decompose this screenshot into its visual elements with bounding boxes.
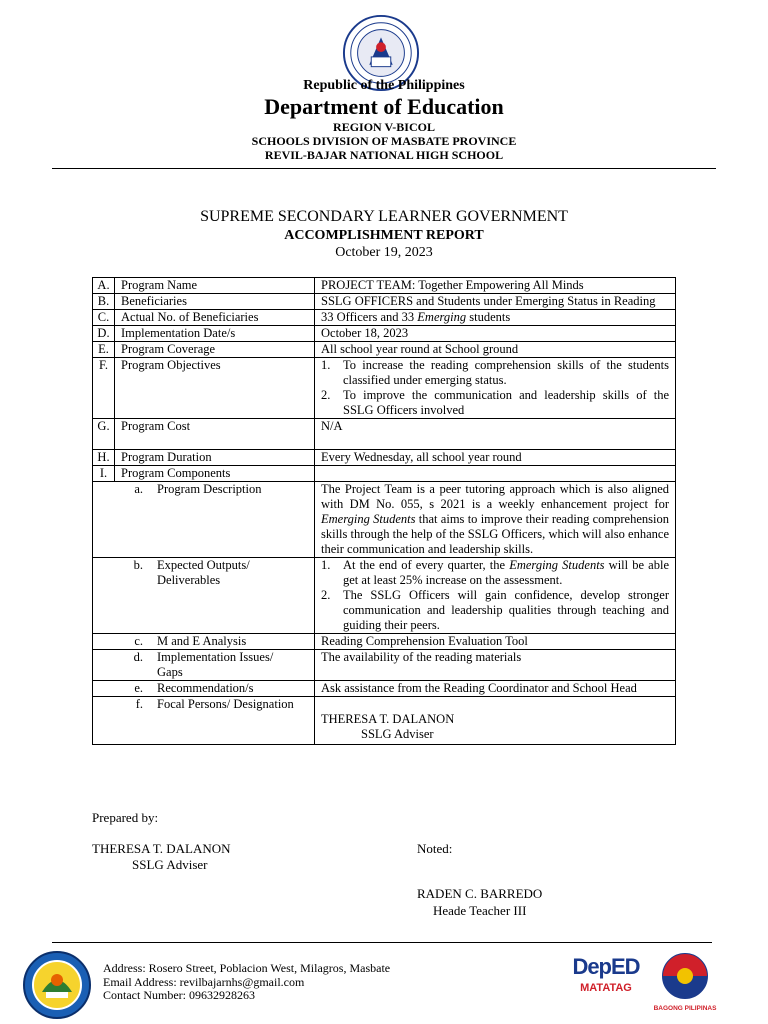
- footer-email: Email Address: revilbajarnhs@gmail.com: [103, 974, 305, 989]
- table-row: G. Program Cost N/A: [93, 419, 676, 450]
- table-row: A. Program Name PROJECT TEAM: Together Empowering All Minds: [93, 278, 676, 294]
- school-logo-icon: [22, 950, 92, 1020]
- table-row: f. Focal Persons/ Designation THERESA T. DALANON SSLG Adviser: [93, 697, 676, 745]
- table-row: e. Recommendation/s Ask assistance from the Reading Coordinator and School Head: [93, 681, 676, 697]
- bagong-pilipinas-text: BAGONG PILIPINAS: [653, 1005, 717, 1012]
- header-divider: [52, 168, 716, 169]
- division-heading: SCHOOLS DIVISION OF MASBATE PROVINCE: [251, 134, 517, 148]
- table-row: d. Implementation Issues/ Gaps The availability of the reading materials: [93, 650, 676, 681]
- footer-phone: Contact Number: 09632928263: [103, 988, 255, 1002]
- report-title: ACCOMPLISHMENT REPORT: [284, 228, 484, 243]
- region-heading: REGION V-BICOL: [333, 120, 435, 134]
- footer-contact: [103, 962, 390, 1003]
- list-item: 2. To improve the communication and leadership skills of the SSLG Officers involved: [321, 388, 669, 417]
- footer-divider: [52, 942, 712, 943]
- list-item: 1. To increase the reading comprehension skills of the students classified under emerging status.: [321, 358, 669, 387]
- bagong-pilipinas-icon: [650, 952, 720, 1000]
- school-heading: REVIL-BAJAR NATIONAL HIGH SCHOOL: [264, 148, 504, 162]
- focal-person-name: THERESA T. DALANON: [321, 712, 455, 726]
- noted-role: Heade Teacher III: [433, 903, 527, 918]
- deped-matatag-logo: [566, 954, 646, 1006]
- prepared-by-role: SSLG Adviser: [132, 857, 208, 872]
- footer-address: Address: Rosero Street, Poblacion West, Milagros, Masbate: [103, 961, 391, 975]
- table-row: C. Actual No. of Beneficiaries 33 Officers and 33 Emerging students: [93, 310, 676, 326]
- table-row: B. Beneficiaries SSLG OFFICERS and Students under Emerging Status in Reading: [93, 294, 676, 310]
- deped-logo-text: DepED: [572, 954, 640, 979]
- list-item: 1. At the end of every quarter, the Emerging Students will be able get at least 25% increase on the assessment.: [321, 558, 669, 587]
- bagong-pilipinas-logo: [650, 952, 720, 1012]
- table-row: H. Program Duration Every Wednesday, all school year round: [93, 450, 676, 466]
- prepared-by-label: Prepared by:: [92, 810, 159, 825]
- noted-label: Noted:: [417, 841, 453, 856]
- report-date: October 19, 2023: [335, 245, 433, 260]
- table-row: c. M and E Analysis Reading Comprehension Evaluation Tool: [93, 634, 676, 650]
- table-row: a. Program Description The Project Team is a peer tutoring approach which is also aligned with DM No. 055, s 2021 is a weekly enhancement project for Emerging Students that aims to improve their reading comprehension skills through the help of the SSLG Officers, which will also enhance their communication and leadership skills.: [93, 482, 676, 558]
- table-row: F. Program Objectives 1. To increase the reading comprehension skills of the students classified under emerging status. 2. To improve the communication and leadership skills of the SSLG Officers involved: [93, 358, 676, 419]
- table-row: E. Program Coverage All school year round at School ground: [93, 342, 676, 358]
- matatag-logo-text: MATATAG: [580, 982, 632, 994]
- republic-heading: Republic of the Philippines: [303, 78, 465, 93]
- table-row: I. Program Components: [93, 466, 676, 482]
- department-heading: Department of Education: [264, 94, 504, 119]
- table-row: b. Expected Outputs/ Deliverables 1. At the end of every quarter, the Emerging Students will be able get at least 25% increase on the assessment. 2. The SSLG Officers will gain confidence, develop stronger communication and leadership qualities through teaching and guiding their peers.: [93, 558, 676, 634]
- noted-name: RADEN C. BARREDO: [417, 886, 543, 901]
- table-row: D. Implementation Date/s October 18, 2023: [93, 326, 676, 342]
- report-table: [92, 277, 676, 745]
- list-item: 2. The SSLG Officers will gain confidence, develop stronger communication and leadership qualities through teaching and guiding their peers.: [321, 588, 669, 632]
- org-title: SUPREME SECONDARY LEARNER GOVERNMENT: [200, 208, 568, 225]
- prepared-by-name: THERESA T. DALANON: [92, 841, 231, 856]
- focal-person-role: SSLG Adviser: [361, 727, 434, 741]
